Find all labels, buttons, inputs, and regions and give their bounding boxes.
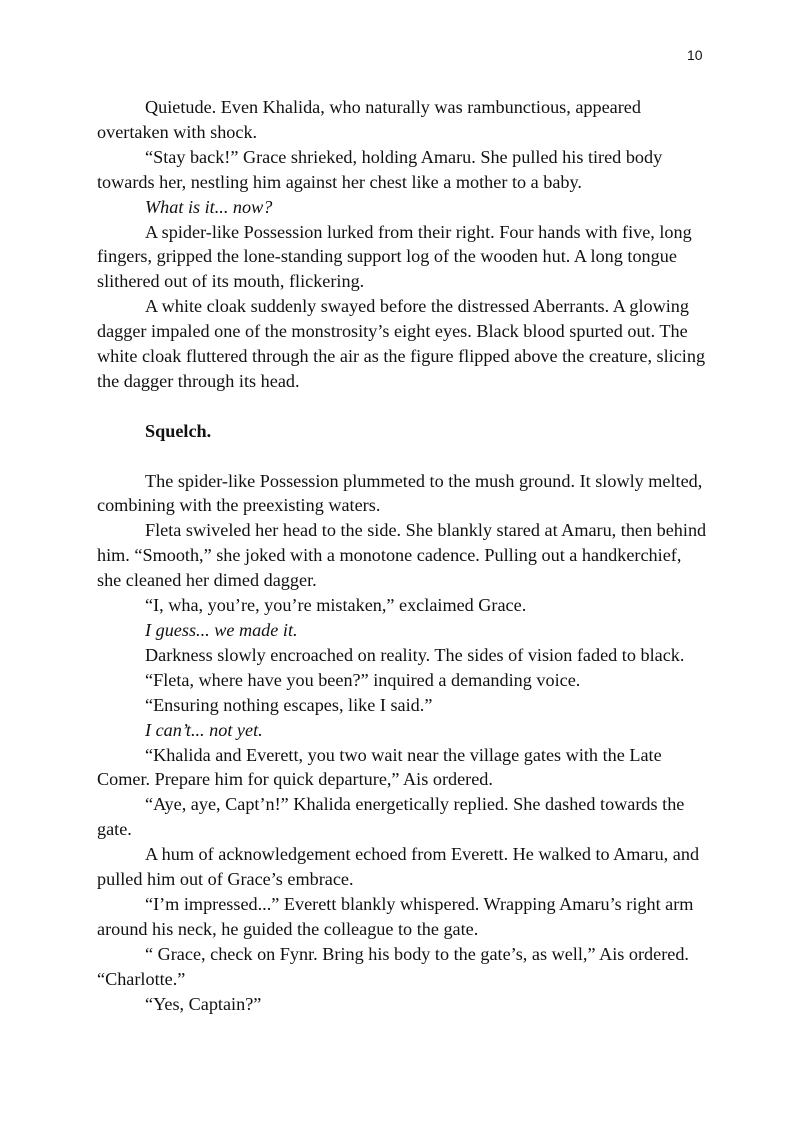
paragraph: “Ensuring nothing escapes, like I said.” bbox=[145, 694, 433, 715]
bold-sound-heading: Squelch. bbox=[145, 420, 212, 441]
paragraph: A hum of acknowledgement echoed from Everett. He walked to Amaru, and pulled him out of Grace’s embrace. bbox=[97, 844, 700, 890]
paragraph: “Aye, aye, Capt’n!” Khalida energetically replied. She dashed towards the gate. bbox=[97, 794, 685, 840]
italic-thought: What is it... now? bbox=[145, 196, 273, 217]
paragraph: The spider-like Possession plummeted to the mush ground. It slowly melted, combining with the preexisting waters. bbox=[97, 470, 703, 516]
paragraph: A white cloak suddenly swayed before the distressed Aberrants. A glowing dagger impaled one of the monstrosity’s eight eyes. Black blood spurted out. The white cloak fluttered through the air as the figure flipped above the creature, slicing the dagger through its head. bbox=[97, 296, 706, 391]
italic-thought: I guess... we made it. bbox=[145, 620, 298, 640]
paragraph: “Fleta, where have you been?” inquired a demanding voice. bbox=[145, 669, 581, 690]
italic-thought: I can’t... not yet. bbox=[145, 719, 263, 740]
paragraph: “Khalida and Everett, you two wait near the village gates with the Late Comer. Prepare him for quick departure,” Ais ordered. bbox=[97, 744, 662, 790]
paragraph: “Yes, Captain?” bbox=[145, 993, 262, 1014]
paragraph: A spider-like Possession lurked from their right. Four hands with five, long fingers, gripped the lone-standing support log of the wooden hut. A long tongue slithered out of its mouth, flickering. bbox=[97, 221, 692, 292]
body-text bbox=[97, 95, 709, 1017]
page-number: 10 bbox=[687, 47, 703, 63]
paragraph: Darkness slowly encroached on reality. The sides of vision faded to black. bbox=[145, 644, 685, 665]
paragraph: “I, wha, you’re, you’re mistaken,” exclaimed Grace. bbox=[145, 595, 527, 616]
paragraph: “Stay back!” Grace shrieked, holding Amaru. She pulled his tired body towards her, nestling him against her chest like a mother to a baby. bbox=[97, 146, 663, 192]
paragraph: Fleta swiveled her head to the side. She blankly stared at Amaru, then behind him. “Smooth,” she joked with a monotone cadence. Pulling out a handkerchief, she cleaned her dimed dagger. bbox=[97, 520, 707, 591]
paragraph: “ Grace, check on Fynr. Bring his body to the gate’s, as well,” Ais ordered. “Charlotte.” bbox=[97, 943, 689, 989]
paragraph: “I’m impressed...” Everett blankly whispered. Wrapping Amaru’s right arm around his neck, he guided the colleague to the gate. bbox=[97, 893, 694, 939]
paragraph: Quietude. Even Khalida, who naturally was rambunctious, appeared overtaken with shock. bbox=[97, 97, 641, 142]
